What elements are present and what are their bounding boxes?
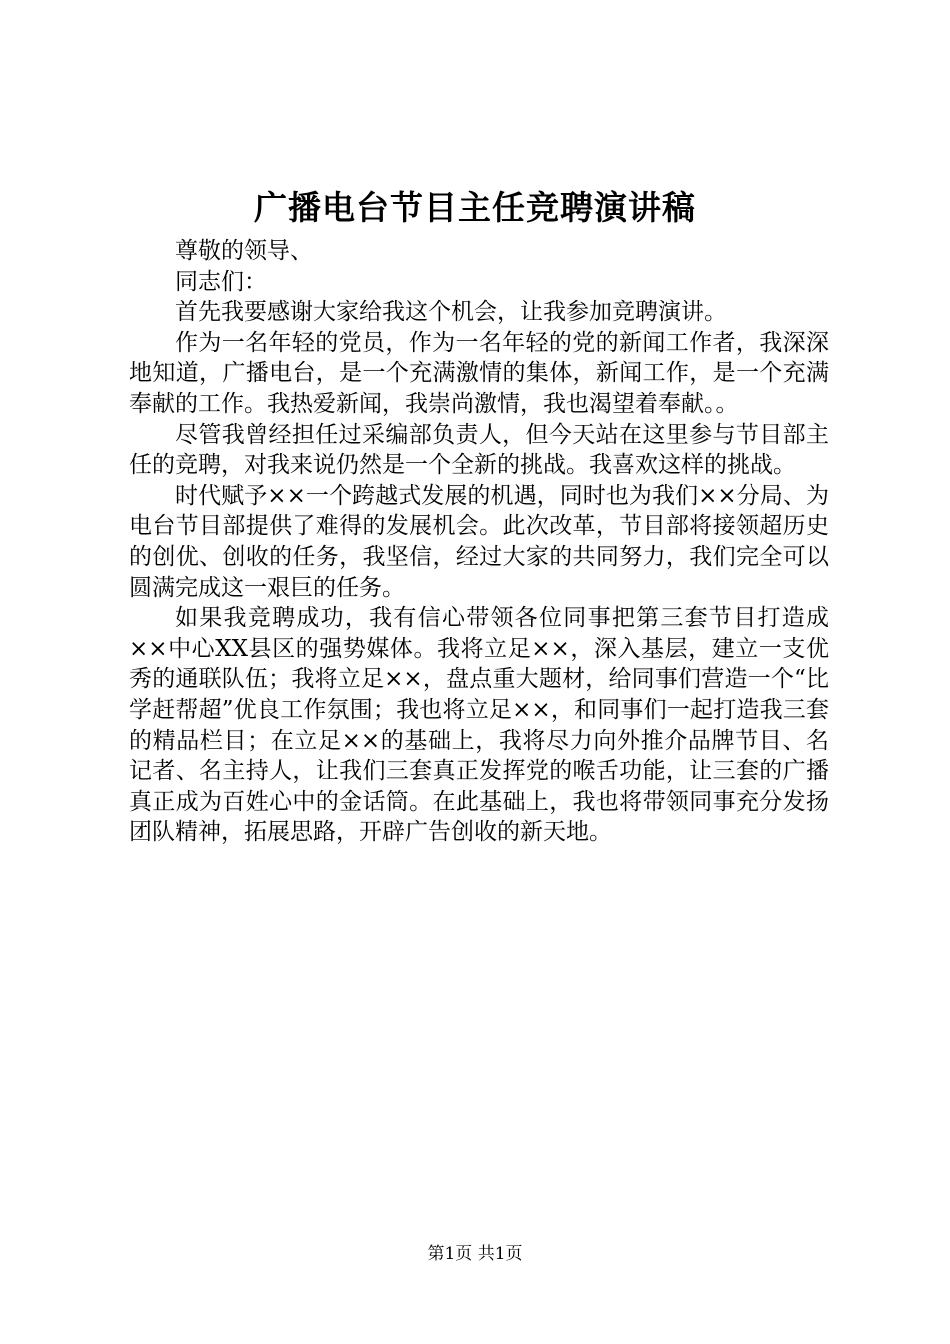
paragraph: 时代赋予××一个跨越式发展的机遇，同时也为我们××分局、为电台节目部提供了难得的发展机会。此次改革，节目部将接领超历史的创优、创收的任务，我坚信，经过大家的共同努力，我们完全可以圆满完成这一艰巨的任务。 — [129, 482, 829, 601]
paragraph: 如果我竞聘成功，我有信心带领各位同事把第三套节目打造成××中心XX县区的强势媒体。我将立足××，深入基层，建立一支优秀的通联队伍；我将立足××，盘点重大题材，给同事们营造一个“比学赶帮超”优良工作氛围；我也将立足××，和同事们一起打造我三套的精品栏目；在立足××的基础上，我将尽力向外推介品牌节目、名记者、名主持人，让我们三套真正发挥党的喉舌功能，让三套的广播真正成为百姓心中的金话筒。在此基础上，我也将带领同事充分发扬团队精神，拓展思路，开辟广告创收的新天地。 — [129, 605, 829, 846]
salutation-line-2: 同志们： — [175, 268, 267, 295]
paragraph: 尽管我曾经担任过采编部负责人，但今天站在这里参与节目部主任的竞聘，对我来说仍然是一个全新的挑战。我喜欢这样的挑战。 — [129, 421, 829, 479]
paragraph: 首先我要感谢大家给我这个机会，让我参加竞聘演讲。 — [175, 299, 727, 326]
salutation-line-1: 尊敬的领导、 — [175, 238, 313, 264]
paragraph: 作为一名年轻的党员，作为一名年轻的党的新闻工作者，我深深地知道，广播电台，是一个充满激情的集体，新闻工作，是一个充满奉献的工作。我热爱新闻，我崇尚激情，我也渴望着奉献。。 — [129, 329, 829, 417]
page-number-footer: 第1页 共1页 — [427, 1244, 523, 1264]
document-title: 广播电台节目主任竞聘演讲稿 — [254, 188, 696, 227]
document-body — [129, 236, 829, 848]
